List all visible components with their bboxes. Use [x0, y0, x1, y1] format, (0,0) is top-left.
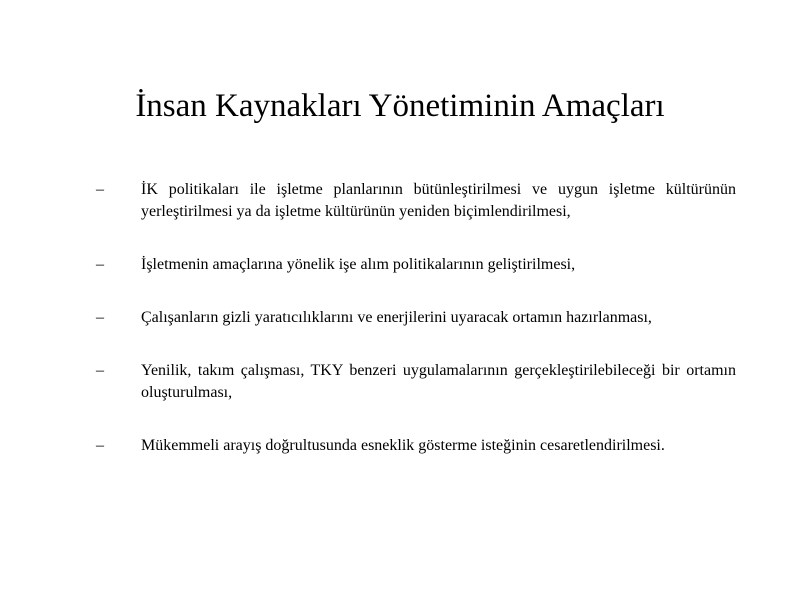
- bullet-text: Mükemmeli arayış doğrultusunda esneklik gösterme isteğinin cesaretlendirilmesi.: [141, 437, 665, 454]
- bullet-text: Çalışanların gizli yaratıcılıklarını ve enerjilerini uyaracak ortamın hazırlanması,: [141, 309, 652, 326]
- bullet-item: [96, 435, 736, 457]
- bullet-item: [96, 179, 736, 223]
- bullet-item: [96, 254, 736, 276]
- bullet-text: İşletmenin amaçlarına yönelik işe alım politikalarının geliştirilmesi,: [141, 256, 576, 273]
- slide-title: İnsan Kaynakları Yönetiminin Amaçları: [135, 88, 665, 124]
- bullet-item: [96, 307, 736, 329]
- bullet-text: Yenilik, takım çalışması, TKY benzeri uygulamalarının gerçekleştirilebileceği bir ortamın oluşturulması,: [141, 362, 736, 401]
- bullet-list: [96, 179, 736, 457]
- bullet-dash-icon: –: [96, 362, 104, 379]
- bullet-text: İK politikaları ile işletme planlarının bütünleştirilmesi ve uygun işletme kültürünün yerleştirilmesi ya da işletme kültürünün yeniden biçimlendirilmesi,: [141, 181, 736, 220]
- bullet-dash-icon: –: [96, 437, 104, 454]
- bullet-dash-icon: –: [96, 309, 104, 326]
- bullet-dash-icon: –: [96, 256, 104, 273]
- bullet-item: [96, 360, 736, 404]
- bullet-dash-icon: –: [96, 181, 104, 198]
